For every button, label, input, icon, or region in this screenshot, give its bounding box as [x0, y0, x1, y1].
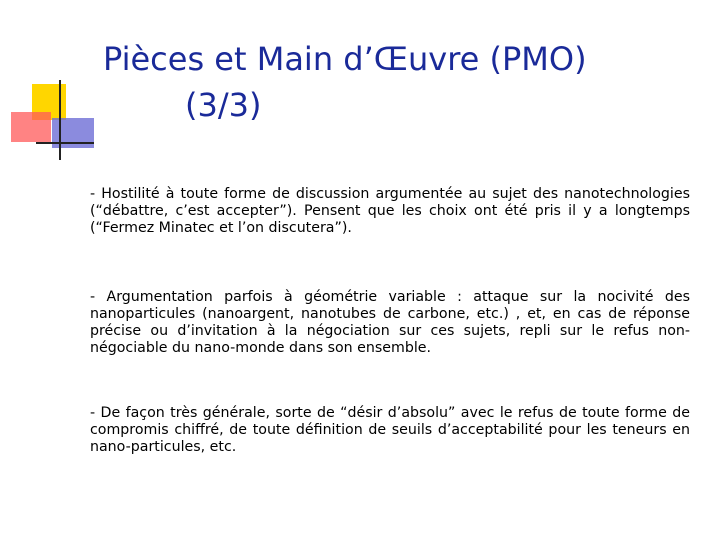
slide-title-line-1: Pièces et Main d’Œuvre (PMO) — [103, 40, 587, 78]
bullet-paragraph-3: - De façon très générale, sorte de “désir d’absolu” avec le refus de toute forme de compromis chiffré, de toute définition de seuils d’acceptabilité pour les teneurs en nano-particules, etc. — [90, 405, 690, 455]
decorative-vertical-line — [59, 80, 61, 160]
bullet-paragraph-2: - Argumentation parfois à géométrie variable : attaque sur la nocivité des nanoparticules (nanoargent, nanotubes de carbone, etc.) , et, en cas de réponse précise ou d’invitation à la négociation sur ces sujets, repli sur le refus non-négociable du nano-monde dans son ensemble. — [90, 289, 690, 356]
slide-title-line-2: (3/3) — [185, 86, 262, 124]
decorative-red-square — [11, 112, 51, 142]
bullet-paragraph-1: - Hostilité à toute forme de discussion argumentée au sujet des nanotechnologies (“débattre, c’est accepter”). Pensent que les choix ont été pris il y a longtemps (“Fermez Minatec et l’on discutera”). — [90, 186, 690, 236]
decorative-horizontal-line — [36, 142, 94, 144]
slide-title — [103, 36, 703, 128]
